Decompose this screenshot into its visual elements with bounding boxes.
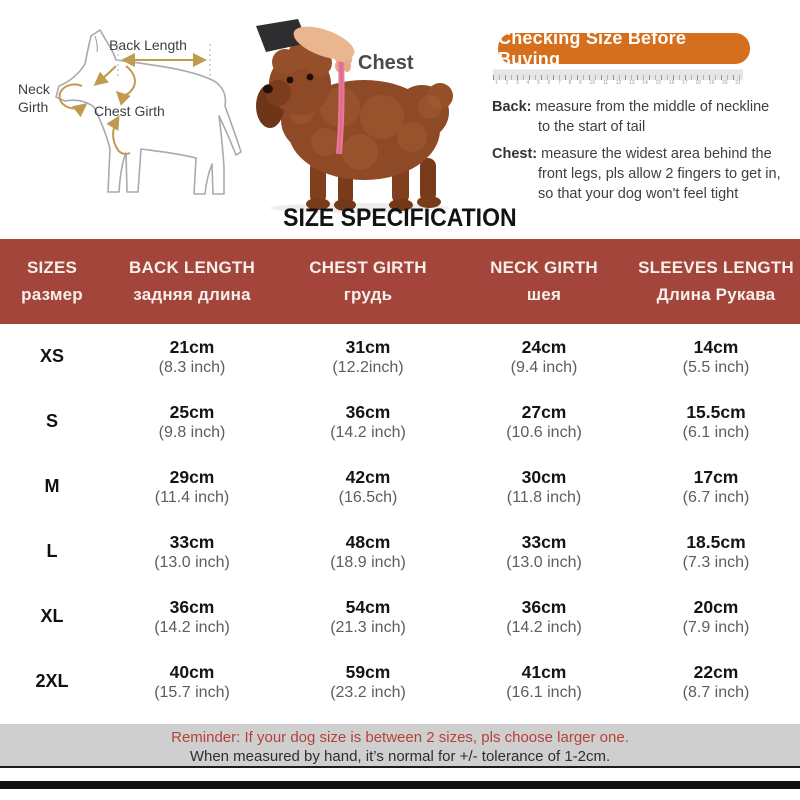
divider-bar — [0, 781, 800, 789]
ruler-number: 7 — [558, 80, 561, 86]
measurement-cell: 40cm (15.7 inch) — [154, 661, 230, 701]
chest-girth-label: Chest Girth — [94, 103, 165, 119]
size-cell: S — [45, 411, 58, 431]
chest-girth-arrow-top — [118, 66, 135, 95]
poodle-illustration — [240, 12, 485, 214]
dog-eye — [307, 74, 314, 81]
ruler-number: 17 — [682, 80, 688, 86]
ruler-number: 16 — [668, 80, 675, 86]
measurement-cell: 29cm (11.4 inch) — [154, 466, 230, 506]
ruler-number: 21 — [735, 80, 741, 86]
back-instruction: Back: measure from the middle of neckline — [492, 99, 770, 115]
ruler-number: 1 — [495, 80, 498, 86]
size-cell: XL — [40, 606, 64, 626]
ruler-number: 6 — [547, 80, 551, 86]
page-title: SIZE SPECIFICATION — [283, 204, 517, 232]
ruler-number: 2 — [505, 80, 509, 86]
ruler-number: 8 — [568, 80, 572, 86]
measuring-instructions: Back: measure from the middle of neckline to the start of tail Chest: measure the widest area behind the front legs, pls allow 2 fingers to get in, so that your dog won't feel tight — [488, 97, 790, 204]
measurement-cell: 27cm (10.6 inch) — [506, 401, 582, 441]
ruler-number: 9 — [579, 80, 582, 86]
ruler-number: 11 — [602, 80, 608, 86]
column-header: SLEEVES LENGTH Длина Рукава — [632, 239, 800, 324]
table-row — [0, 649, 800, 714]
column-header: CHEST GIRTH грудь — [280, 239, 456, 324]
measurement-cell: 24cm (9.4 inch) — [510, 336, 578, 376]
measurement-cell: 22cm (8.7 inch) — [682, 661, 750, 701]
measurement-cell: 15.5cm (6.1 inch) — [682, 401, 750, 441]
column-header: NECK GIRTH шея — [456, 239, 632, 324]
chest-photo-label: Chest — [358, 52, 414, 74]
measurement-cell: 31cm (12.2inch) — [332, 336, 404, 376]
measurement-cell: 42cm (16.5ch) — [338, 466, 398, 506]
ruler-graphic — [493, 69, 743, 86]
dog-nose — [263, 85, 273, 94]
reminder-band — [0, 724, 800, 768]
measurement-cell: 18.5cm (7.3 inch) — [682, 531, 750, 571]
back-length-label: Back Length — [109, 37, 187, 53]
size-table-header-row — [0, 239, 800, 324]
measuring-guide — [488, 27, 790, 204]
measurement-cell: 33cm (13.0 inch) — [154, 531, 230, 571]
column-header: SIZES размер — [0, 239, 104, 324]
measurement-cell: 48cm (18.9 inch) — [330, 531, 406, 571]
measurement-cell: 59cm (23.2 inch) — [330, 661, 406, 701]
ruler-number: 5 — [537, 80, 540, 86]
ruler-number: 3 — [516, 80, 519, 86]
ruler-number: 4 — [526, 80, 530, 86]
dog-measurement-diagram — [8, 22, 253, 217]
measurement-cell: 17cm (6.7 inch) — [682, 466, 750, 506]
checking-size-button[interactable]: Checking Size Before Buying — [498, 33, 750, 64]
measurement-cell: 41cm (16.1 inch) — [506, 661, 582, 701]
table-row — [0, 519, 800, 584]
measurement-cell: 20cm (7.9 inch) — [682, 596, 750, 636]
measurement-cell: 14cm (5.5 inch) — [682, 336, 750, 376]
ear-line — [95, 36, 97, 52]
neck-girth-arrow — [60, 84, 85, 108]
ruler-number: 18 — [695, 80, 701, 86]
ruler-number: 12 — [615, 80, 622, 86]
measurement-cell: 54cm (21.3 inch) — [330, 596, 406, 636]
table-row — [0, 454, 800, 519]
size-cell: 2XL — [35, 671, 69, 691]
dog-eye — [287, 77, 294, 84]
measurement-cell: 30cm (11.8 inch) — [506, 466, 582, 506]
ruler-number: 19 — [708, 80, 715, 86]
size-cell: L — [46, 541, 58, 561]
table-row — [0, 389, 800, 454]
reminder-text: Reminder: If your dog size is between 2 sizes, pls choose larger one. — [171, 729, 629, 746]
size-cell: M — [44, 476, 60, 496]
dog-photo — [240, 12, 485, 214]
ruler-number: 20 — [721, 80, 728, 86]
ruler-numbers — [493, 80, 743, 86]
chest-instruction: Chest: measure the widest area behind the — [492, 146, 772, 162]
measurement-cell: 36cm (14.2 inch) — [154, 596, 230, 636]
measurement-cell: 21cm (8.3 inch) — [158, 336, 226, 376]
tolerance-text: When measured by hand, it’s normal for +/- tolerance of 1-2cm. — [189, 748, 611, 765]
size-cell: XS — [39, 346, 64, 366]
table-row — [0, 324, 800, 389]
size-table — [0, 239, 800, 714]
ruler-number: 14 — [642, 80, 648, 86]
measurement-cell: 36cm (14.2 inch) — [506, 596, 582, 636]
ruler-number: 13 — [628, 80, 635, 86]
neck-pointer-arrow — [96, 66, 116, 84]
table-row — [0, 584, 800, 649]
measurement-cell: 25cm (9.8 inch) — [158, 401, 226, 441]
neck-girth-label: Neck Girth — [18, 81, 50, 115]
measurement-cell: 33cm (13.0 inch) — [506, 531, 582, 571]
column-header: BACK LENGTH задняя длина — [104, 239, 280, 324]
ruler-number: 10 — [589, 80, 596, 86]
size-table-body — [0, 324, 800, 714]
chest-girth-arrow-bottom — [113, 118, 130, 154]
ruler-number: 15 — [655, 80, 662, 86]
measurement-cell: 36cm (14.2 inch) — [330, 401, 406, 441]
